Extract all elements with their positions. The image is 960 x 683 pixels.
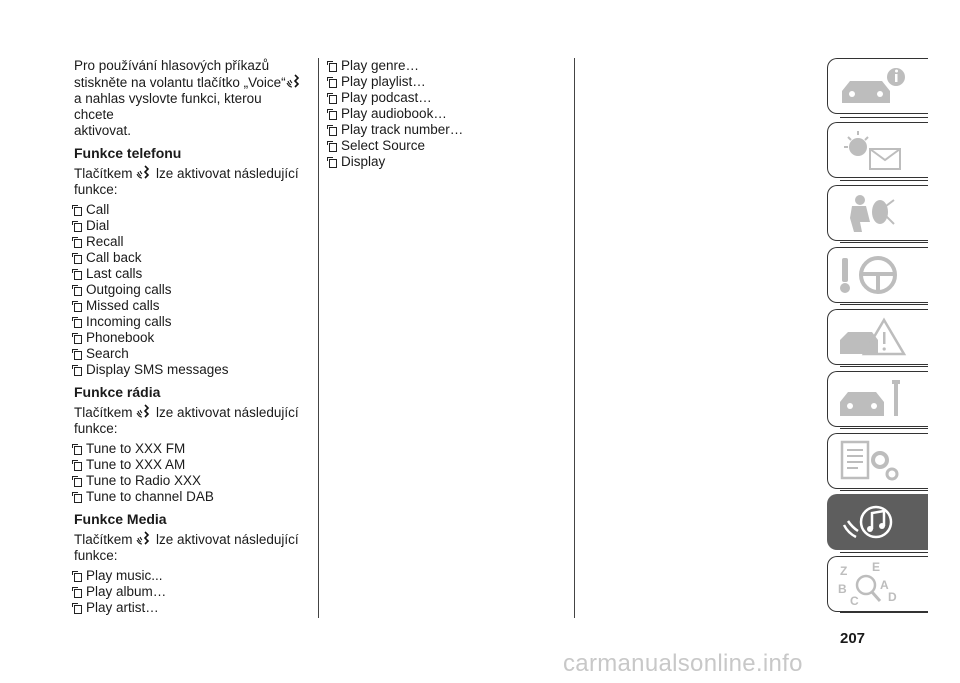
list-item (329, 58, 559, 74)
media-desc (74, 531, 304, 564)
tab-divider (840, 552, 928, 553)
checkbox-bullet-icon (74, 494, 82, 503)
desc-pre: Tlačítkem (74, 532, 133, 547)
item-label: Last calls (86, 266, 143, 281)
desc-post: lze aktivovat následující (156, 166, 299, 181)
item-label: Play playlist… (341, 74, 426, 89)
checkbox-bullet-icon (74, 462, 82, 471)
specs-gears-icon (836, 438, 910, 484)
list-item (74, 346, 304, 362)
checkbox-bullet-icon (74, 573, 82, 582)
list-item (329, 138, 559, 154)
list-item (74, 600, 304, 616)
item-label: Incoming calls (86, 314, 172, 329)
tab-starting-driving[interactable] (827, 247, 928, 303)
alphabetical-index-icon (836, 561, 910, 607)
list-item (74, 473, 304, 489)
list-item (74, 218, 304, 234)
voice-button-icon (136, 404, 152, 420)
checkbox-bullet-icon (329, 143, 337, 152)
checkbox-bullet-icon (74, 478, 82, 487)
item-label: Play genre… (341, 58, 420, 73)
media-list-continued (329, 58, 559, 170)
checkbox-bullet-icon (74, 207, 82, 216)
tab-technical-data[interactable] (827, 433, 928, 489)
checkbox-bullet-icon (74, 303, 82, 312)
list-item (74, 250, 304, 266)
item-label: Search (86, 346, 129, 361)
car-crash-warning-icon (836, 314, 910, 360)
svg-text:C: C (850, 594, 859, 607)
phone-desc (74, 165, 304, 198)
item-label: Play artist… (86, 600, 159, 615)
item-label: Play track number… (341, 122, 464, 137)
svg-text:A: A (880, 578, 889, 592)
list-item (74, 584, 304, 600)
checkbox-bullet-icon (74, 255, 82, 264)
desc-line2: funkce: (74, 182, 118, 197)
checkbox-bullet-icon (74, 271, 82, 280)
list-item (329, 90, 559, 106)
list-item (74, 298, 304, 314)
key-steering-wheel-icon (836, 252, 910, 298)
list-item (74, 202, 304, 218)
list-item (74, 266, 304, 282)
media-list (74, 568, 304, 616)
item-label: Phonebook (86, 330, 155, 345)
list-item (329, 154, 559, 170)
intro-line: a nahlas vyslovte funkci, kterou chcete (74, 91, 262, 122)
voice-button-icon (286, 74, 302, 90)
list-item (329, 74, 559, 90)
tab-divider (840, 117, 928, 118)
svg-text:B: B (838, 582, 847, 596)
item-label: Dial (86, 218, 110, 233)
tab-divider (840, 304, 928, 305)
desc-line2: funkce: (74, 548, 118, 563)
tab-divider (840, 242, 928, 243)
phone-list (74, 202, 304, 378)
tab-emergency[interactable] (827, 309, 928, 365)
intro-text (74, 58, 304, 139)
item-label: Call (86, 202, 110, 217)
item-label: Tune to Radio XXX (86, 473, 202, 488)
list-item (74, 282, 304, 298)
desc-line2: funkce: (74, 421, 118, 436)
tab-safety[interactable] (827, 185, 928, 241)
tab-maintenance[interactable] (827, 371, 928, 427)
list-item (329, 106, 559, 122)
intro-line: aktivovat. (74, 123, 132, 138)
tab-index[interactable] (827, 556, 928, 612)
checkbox-bullet-icon (329, 63, 337, 72)
checkbox-bullet-icon (74, 605, 82, 614)
media-heading: Funkce Media (74, 511, 167, 527)
item-label: Display SMS messages (86, 362, 229, 377)
checkbox-bullet-icon (74, 335, 82, 344)
item-label: Tune to XXX AM (86, 457, 186, 472)
desc-pre: Tlačítkem (74, 166, 133, 181)
intro-line: stiskněte na volantu tlačítko „Voice“ (74, 75, 286, 90)
item-label: Outgoing calls (86, 282, 172, 297)
page-number: 207 (840, 630, 866, 647)
checkbox-bullet-icon (329, 127, 337, 136)
item-label: Play audiobook… (341, 106, 447, 121)
column-divider (574, 58, 575, 618)
middle-column (329, 58, 559, 176)
item-label: Recall (86, 234, 124, 249)
tab-divider (840, 366, 928, 367)
checkbox-bullet-icon (329, 95, 337, 104)
checkbox-bullet-icon (329, 159, 337, 168)
list-item (74, 362, 304, 378)
item-label: Tune to channel DAB (86, 489, 214, 504)
checkbox-bullet-icon (74, 367, 82, 376)
voice-button-icon (136, 165, 152, 181)
left-column (74, 58, 304, 622)
checkbox-bullet-icon (74, 589, 82, 598)
tab-car-info[interactable] (827, 58, 928, 114)
svg-text:D: D (888, 590, 897, 604)
radio-desc (74, 404, 304, 437)
item-label: Select Source (341, 138, 426, 153)
desc-pre: Tlačítkem (74, 405, 133, 420)
item-label: Missed calls (86, 298, 160, 313)
list-item (74, 489, 304, 505)
seat-airbag-icon (836, 190, 910, 236)
checkbox-bullet-icon (329, 79, 337, 88)
column-divider (318, 58, 319, 618)
item-label: Play music... (86, 568, 163, 583)
tab-divider (840, 428, 928, 429)
list-item (74, 330, 304, 346)
multimedia-music-icon (836, 499, 910, 545)
list-item (74, 457, 304, 473)
item-label: Play album… (86, 584, 167, 599)
warning-lights-message-icon (836, 127, 910, 173)
item-label: Call back (86, 250, 142, 265)
item-label: Tune to XXX FM (86, 441, 186, 456)
tab-divider (840, 180, 928, 181)
tab-divider (840, 612, 928, 613)
phone-heading: Funkce telefonu (74, 145, 182, 161)
desc-post: lze aktivovat následující (156, 405, 299, 420)
item-label: Display (341, 154, 386, 169)
list-item (74, 568, 304, 584)
tab-multimedia[interactable] (827, 494, 928, 550)
tab-warnings[interactable] (827, 122, 928, 178)
checkbox-bullet-icon (74, 287, 82, 296)
checkbox-bullet-icon (74, 351, 82, 360)
checkbox-bullet-icon (74, 239, 82, 248)
list-item (329, 122, 559, 138)
watermark: carmanualsonline.info (563, 650, 803, 677)
car-maintenance-icon (836, 376, 910, 422)
item-label: Play podcast… (341, 90, 432, 105)
voice-button-icon (136, 531, 152, 547)
checkbox-bullet-icon (74, 319, 82, 328)
car-info-icon (836, 63, 910, 109)
list-item (74, 314, 304, 330)
checkbox-bullet-icon (329, 111, 337, 120)
svg-text:E: E (872, 561, 881, 574)
radio-heading: Funkce rádia (74, 384, 161, 400)
desc-post: lze aktivovat následující (156, 532, 299, 547)
radio-list (74, 441, 304, 505)
intro-line: Pro používání hlasových příkazů (74, 58, 270, 73)
list-item (74, 441, 304, 457)
checkbox-bullet-icon (74, 446, 82, 455)
svg-text:Z: Z (840, 564, 848, 578)
tab-divider (840, 490, 928, 491)
list-item (74, 234, 304, 250)
checkbox-bullet-icon (74, 223, 82, 232)
